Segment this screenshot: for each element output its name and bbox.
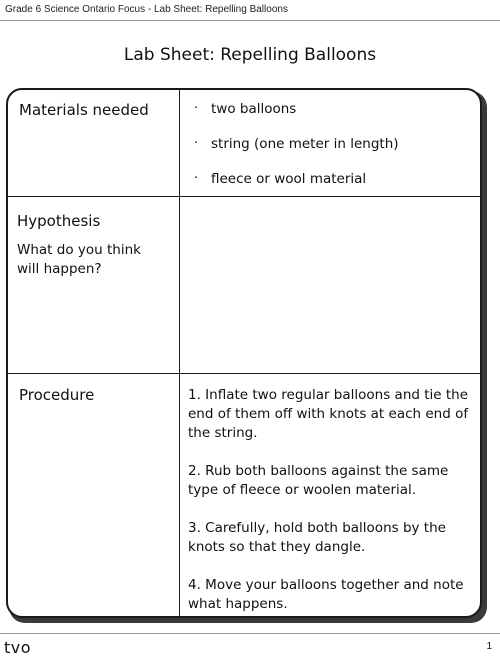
materials-list [191, 100, 399, 205]
list-item: · string (one meter in length) [194, 136, 399, 152]
page-number: 1 [486, 641, 492, 652]
bullet-icon: · [194, 101, 199, 116]
procedure-steps [188, 386, 480, 618]
header-divider [0, 20, 500, 21]
lab-table [6, 88, 484, 620]
list-item: 1. Inflate two regular balloons and tie the end of them off with knots at each end of the string. [188, 387, 469, 441]
tvo-logo: tvo [4, 638, 32, 657]
page-title: Lab Sheet: Repelling Balloons [123, 45, 377, 65]
column-divider [179, 90, 180, 616]
bullet-icon: · [194, 136, 199, 151]
hypothesis-heading: Hypothesis [17, 212, 101, 230]
list-item: · two balloons [194, 101, 297, 117]
running-header: Grade 6 Science Ontario Focus - Lab Sheet: Repelling Balloons [5, 4, 288, 15]
list-item: 2. Rub both balloons against the same type of fleece or woolen material. [188, 463, 449, 498]
list-item: 3. Carefully, hold both balloons by the knots so that they dangle. [188, 520, 446, 555]
footer-divider [0, 633, 500, 634]
list-item: · fleece or wool material [194, 171, 367, 187]
procedure-heading: Procedure [19, 386, 95, 404]
list-item: 4. Move your balloons together and note what happens. [188, 577, 464, 612]
table-box [6, 88, 482, 618]
bullet-icon: · [194, 171, 199, 186]
row-divider-2 [8, 373, 480, 374]
materials-heading: Materials needed [19, 101, 149, 119]
hypothesis-prompt: What do you think will happen? [17, 242, 141, 277]
